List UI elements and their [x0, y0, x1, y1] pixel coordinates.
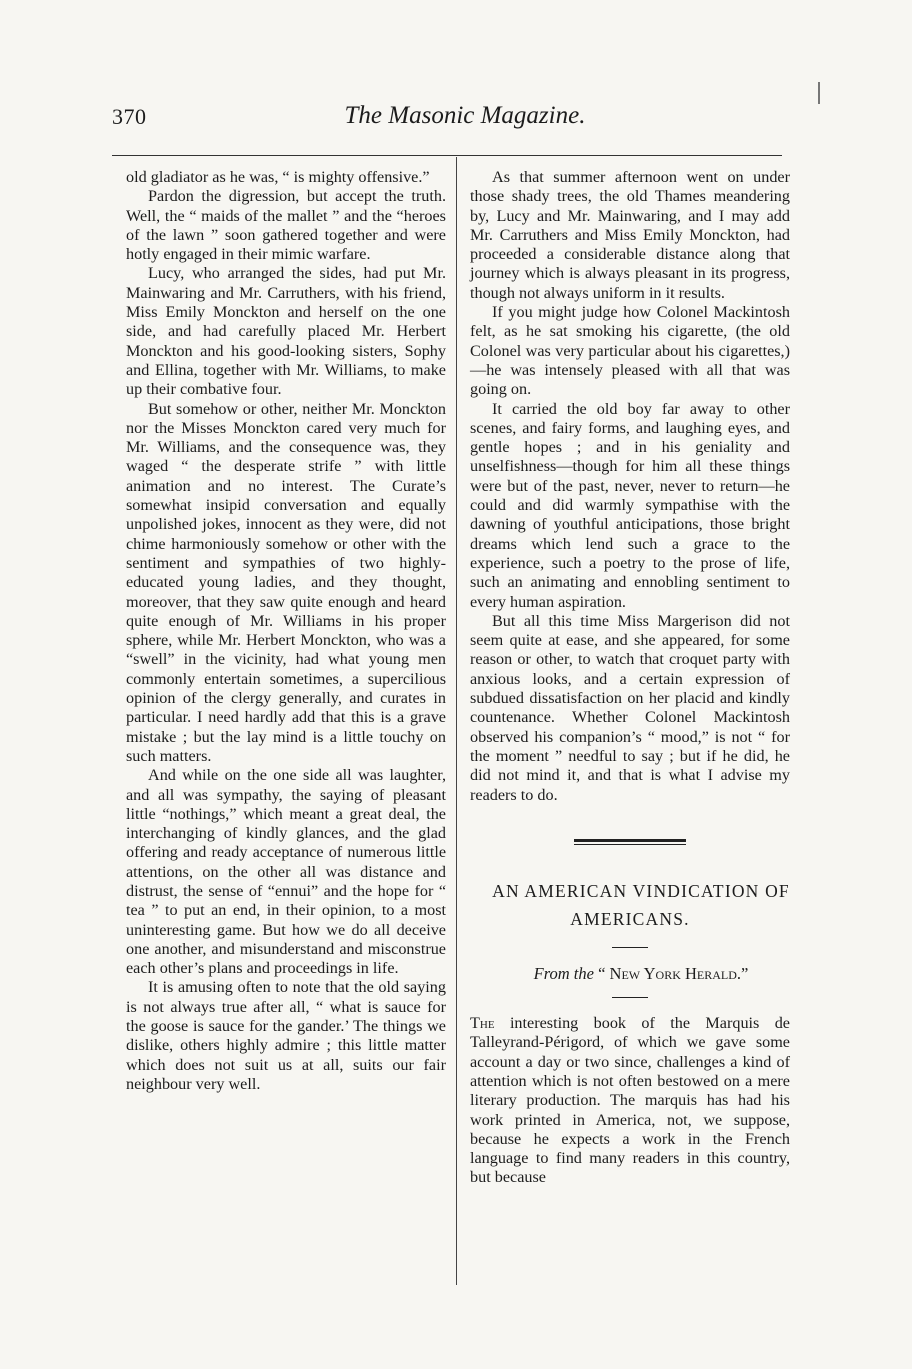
source-name: “ New York Herald.”: [598, 963, 749, 983]
title-rule: [612, 947, 648, 948]
paragraph: As that summer afternoon went on under those shady trees, the old Thames meandering by, Lucy and Mr. Mainwaring, and I may add Mr. Carruthers and Miss Emily Monckton, had proceeded a considerable distance along that journey which is always pleasant in its progress, though not always uniform in it results.: [470, 168, 790, 302]
paragraph: It is amusing often to note that the old saying is not always true after all, “ what is sauce for the goose is sauce for the gander.’ The things we dislike, others highly admire ; this little matter which does not suit us at all, suits our fair neighbour very well.: [126, 978, 446, 1093]
source-rule: [612, 997, 648, 998]
section-divider: [574, 839, 686, 845]
page-number: 370: [112, 104, 147, 129]
paragraph: Lucy, who arranged the sides, had put Mr. Mainwaring and Mr. Carruthers, with his friend, Miss Emily Monckton and herself on the one side, and had carefully placed Mr. Herbert Monckton and his good-looking sisters, Sophy and Ellina, together with Mr. Williams, to make up their combative four.: [126, 264, 446, 399]
edge-mark: [818, 82, 820, 104]
lead-word: The: [470, 1014, 495, 1033]
article-body: [470, 1014, 790, 1188]
article-source: [470, 964, 790, 983]
running-title: The Masonic Magazine.: [344, 102, 586, 129]
header-rule: [112, 155, 782, 156]
source-prefix: From the: [533, 963, 594, 983]
left-column: [126, 168, 446, 1094]
paragraph: It carried the old boy far away to other scenes, and fairy forms, and laughing eyes, and gentle hopes ; and in his geniality and unselfishness—though for him all these things were but of the past, never, never to return—he could and did warmly sympathise with the dawning of youthful anticipations, those bright dreams which lend such a grace to the experience, such a poetry to the prose of life, such an animating and ennobling sentiment to every human aspiration.: [470, 399, 790, 611]
article-body-text: interesting book of the Marquis de Talleyrand-Périgord, of which we gave some account a day or two since, challenges a kind of attention which is not often bestowed on a mere literary production. The marquis has had his work printed in America, not, we suppose, because he expects a work in the French language to find many readers in this country, but because: [470, 1014, 790, 1187]
article-title: AN AMERICAN VINDICATION OF AMERICANS.: [492, 880, 790, 929]
paragraph: old gladiator as he was, “ is mighty offensive.”: [126, 168, 430, 186]
paragraph: If you might judge how Colonel Mackintosh felt, as he sat smoking his cigarette, (the old Colonel was very particular about his cigarettes,)—he was intensely pleased with all that was going on.: [470, 303, 790, 399]
right-column: [470, 168, 790, 1188]
paragraph: But all this time Miss Margerison did not seem quite at ease, and she appeared, for some reason or other, to watch that croquet party with anxious looks, and a certain expression of subdued dissatisfaction on her placid and kindly countenance. Whether Colonel Mackintosh observed his companion’s “ mood,” is not “ for the moment ” needful to say ; but if he did, he did not mind it, and that is what I advise my readers to do.: [470, 611, 790, 804]
paragraph: Pardon the digression, but accept the truth. Well, the “ maids of the mallet ” and the “heroes of the lawn ” soon gathered together and were hotly engaged in their mimic warfare.: [126, 187, 446, 264]
paragraph: And while on the one side all was laughter, and all was sympathy, the saying of pleasant little “nothings,” which meant a great deal, the interchanging of kindly glances, and the glad offering and ready acceptance of numerous little attentions, on the other all was distance and distrust, the sense of “ennui” and the hope for “ tea ” to put an end, in their opinion, to a most uninteresting game. But how we do all deceive one another, and misunderstand and misconstrue each other’s plans and proceedings in life.: [126, 766, 446, 978]
paragraph: But somehow or other, neither Mr. Monckton nor the Misses Monckton cared very much for Mr. Williams, and the consequence was, they waged “ the desperate strife ” with little animation and no interest. The Curate’s somewhat insipid conversation and equally unpolished jokes, innocent as they were, did not chime harmoniously somehow or other with the sentiment and sympathies of two highly-educated young ladies, and they thought, moreover, that they saw quite enough and heard quite enough of Mr. Williams in his proper sphere, while Mr. Herbert Monckton, who was a “swell” in the vicinity, had what young men commonly entertain sometimes, a supercilious opinion of the clergy generally, and curates in particular. I need hardly add that this is a grave mistake ; but the lay mind is a little touchy on such matters.: [126, 399, 446, 765]
column-divider: [456, 157, 457, 1285]
